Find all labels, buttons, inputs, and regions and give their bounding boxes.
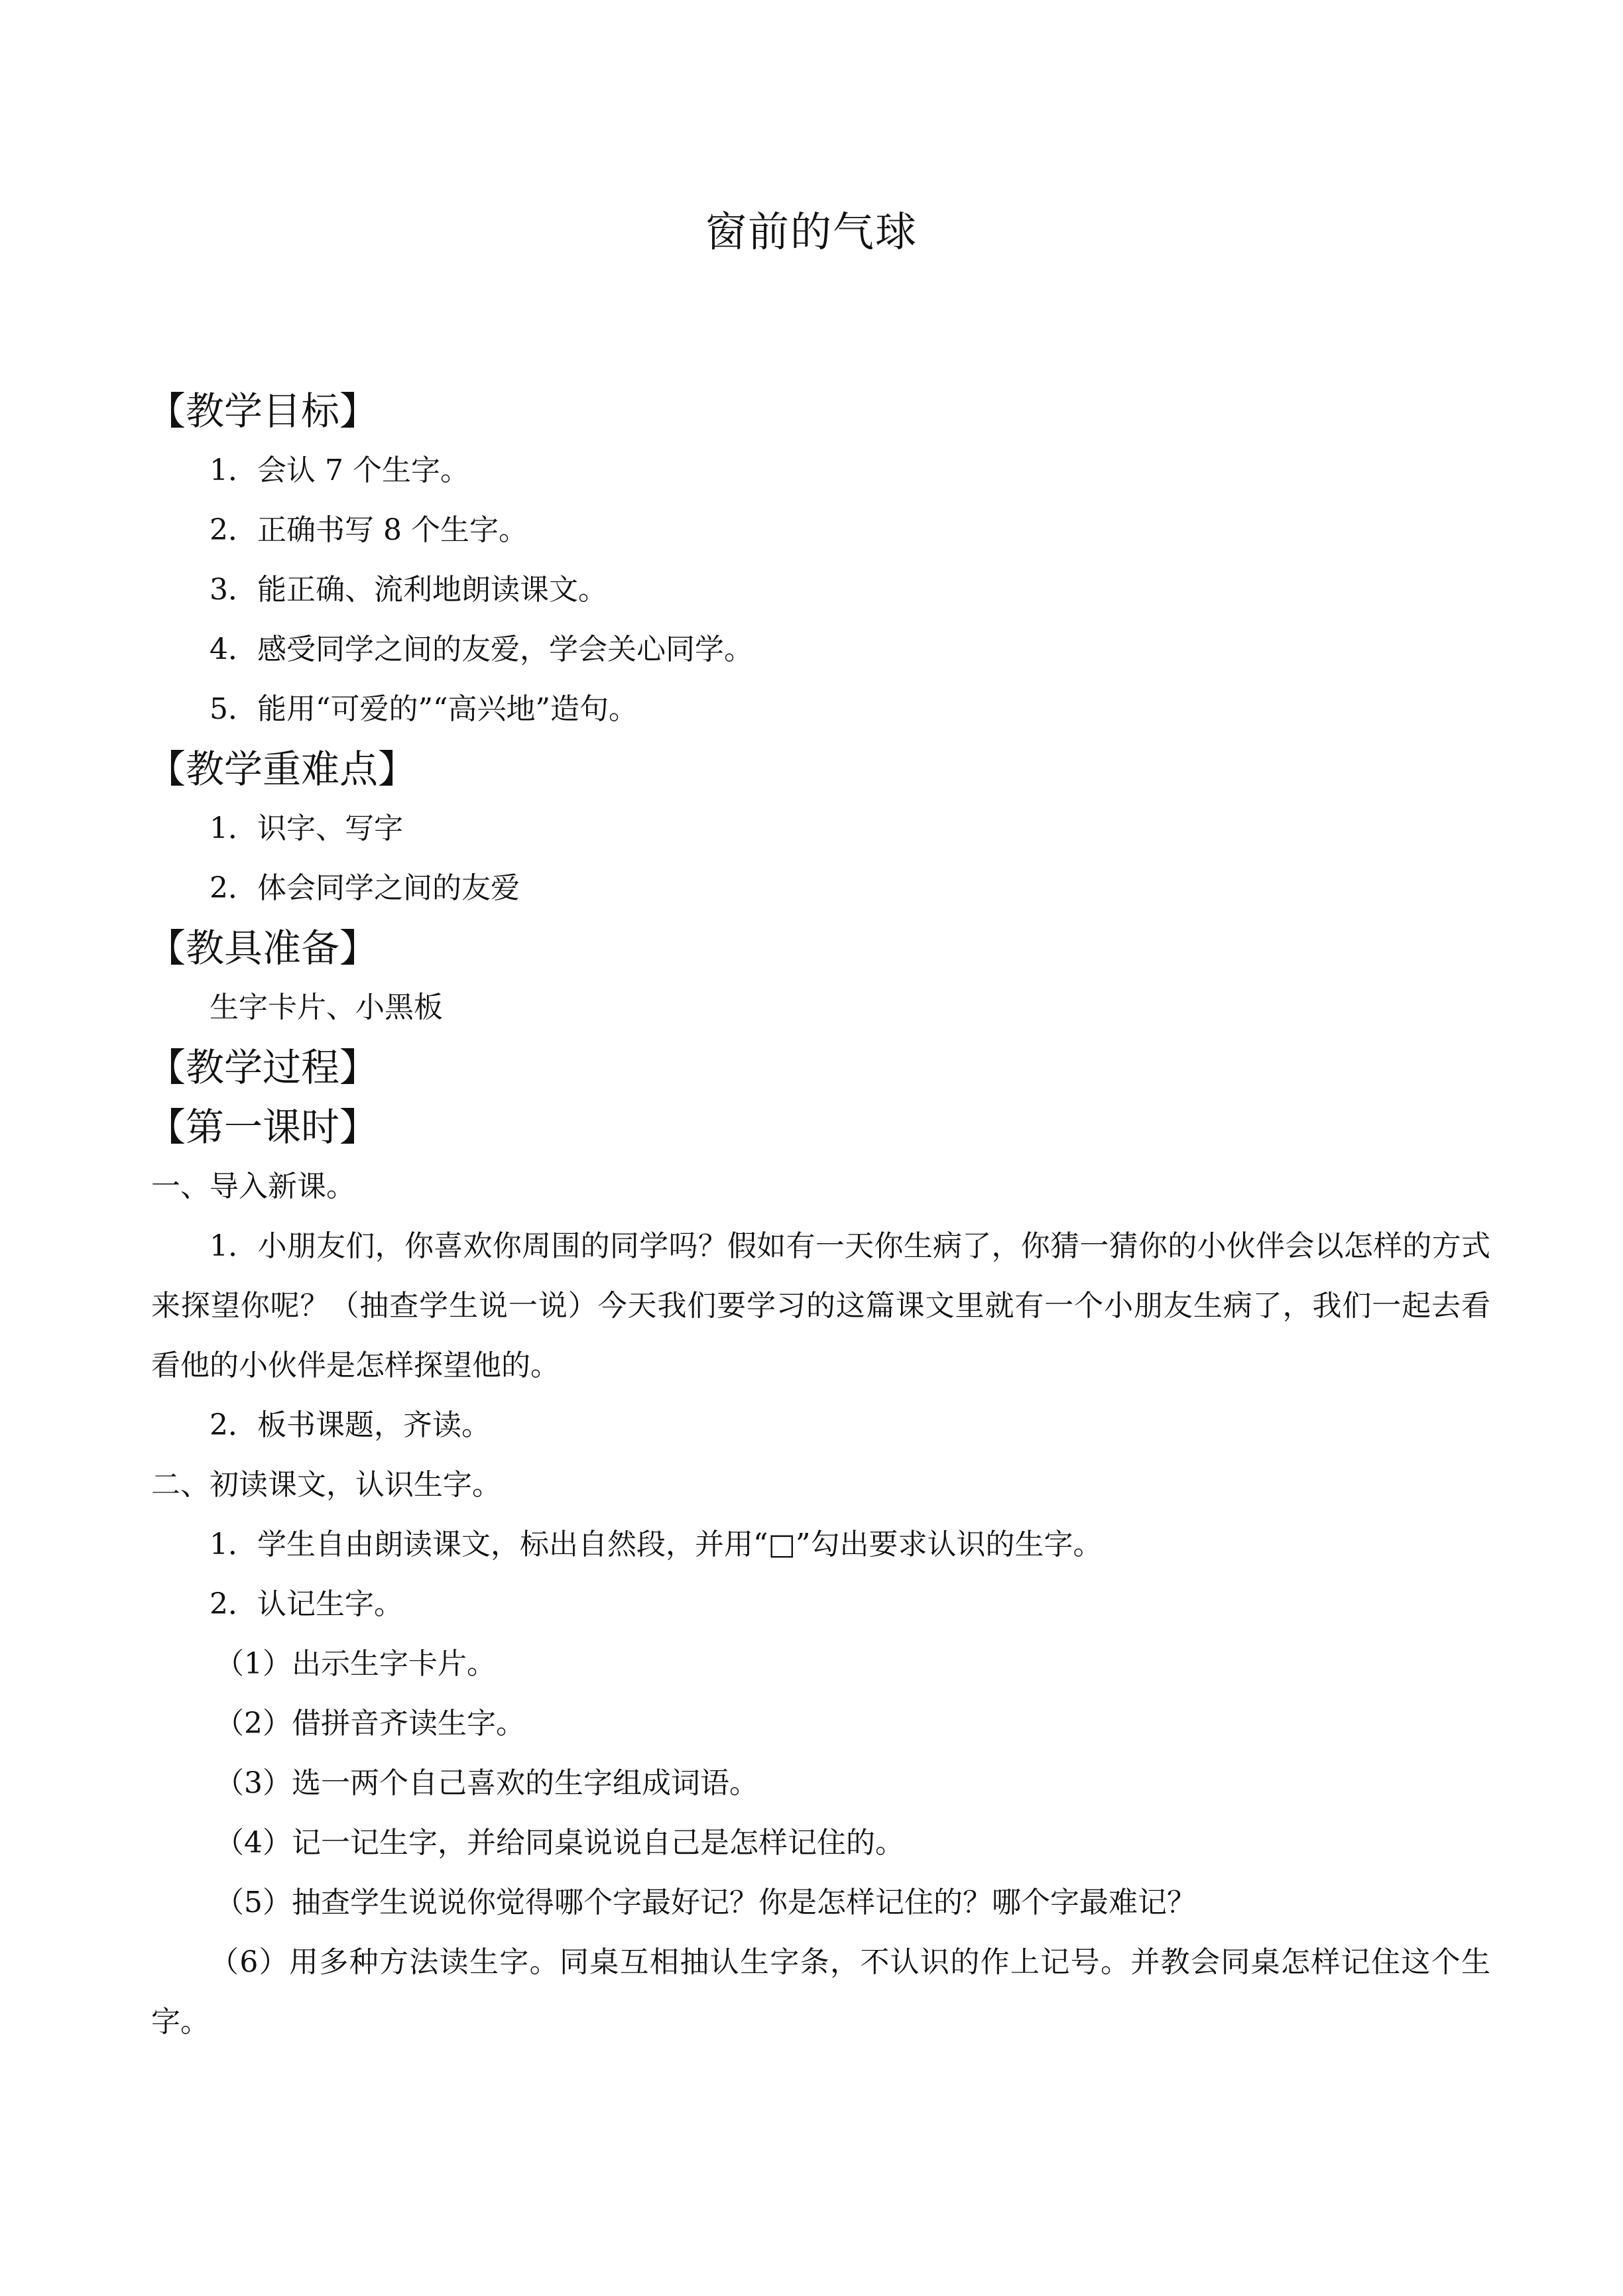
sub-step-item: （1）出示生字卡片。 — [215, 1647, 496, 1681]
paragraph: （6）用多种方法读生字。同桌互相抽认生字条，不认识的作上记号。并教会同桌怎样记住这个生字。 — [151, 1945, 1490, 2039]
paragraph: 1．学生自由朗读课文，标出自然段，并用“□”勾出要求认识的生字。 — [210, 1528, 1103, 1561]
section-heading-materials: 【教具准备】 — [147, 926, 379, 971]
objective-item: 5．能用“可爱的”“高兴地”造句。 — [210, 692, 638, 726]
section-heading-lesson-1: 【第一课时】 — [147, 1105, 379, 1150]
part-heading-first-reading: 二、初读课文，认识生字。 — [151, 1468, 501, 1502]
paragraph: 2．认记生字。 — [210, 1587, 403, 1621]
objective-item: 4．感受同学之间的友爱，学会关心同学。 — [210, 633, 753, 666]
key-point-item: 1．识字、写字 — [210, 812, 403, 845]
objective-item: 3．能正确、流利地朗读课文。 — [210, 573, 607, 607]
page-title: 窗前的气球 — [705, 208, 918, 256]
section-heading-objectives: 【教学目标】 — [147, 389, 379, 434]
sub-step-item: （5）抽查学生说说你觉得哪个字最好记？你是怎样记住的？哪个字最难记？ — [215, 1886, 1196, 1919]
paragraph: 2．板书课题，齐读。 — [210, 1408, 491, 1442]
section-heading-process: 【教学过程】 — [147, 1045, 379, 1090]
sub-step-item: （2）借拼音齐读生字。 — [215, 1707, 525, 1740]
document-body — [147, 381, 1490, 2052]
sub-step-item: （3）选一两个自己喜欢的生字组成词语。 — [215, 1766, 758, 1800]
objective-item: 2．正确书写 8 个生字。 — [210, 513, 528, 547]
objective-item: 1．会认 7 个生字。 — [210, 453, 469, 487]
materials-text: 生字卡片、小黑板 — [210, 991, 443, 1024]
section-heading-key-points: 【教学重难点】 — [147, 747, 417, 792]
key-point-item: 2．体会同学之间的友爱 — [210, 871, 520, 905]
part-heading-intro: 一、导入新课。 — [151, 1170, 355, 1203]
sub-step-item: （4）记一记生字，并给同桌说说自己是怎样记住的。 — [215, 1826, 904, 1860]
paragraph: 1．小朋友们，你喜欢你周围的同学吗？假如有一天你生病了，你猜一猜你的小伙伴会以怎样的方式来探望你呢？（抽查学生说一说）今天我们要学习的这篇课文里就有一个小朋友生病了，我们一起去看看他的小伙伴是怎样探望他的。 — [151, 1229, 1490, 1382]
